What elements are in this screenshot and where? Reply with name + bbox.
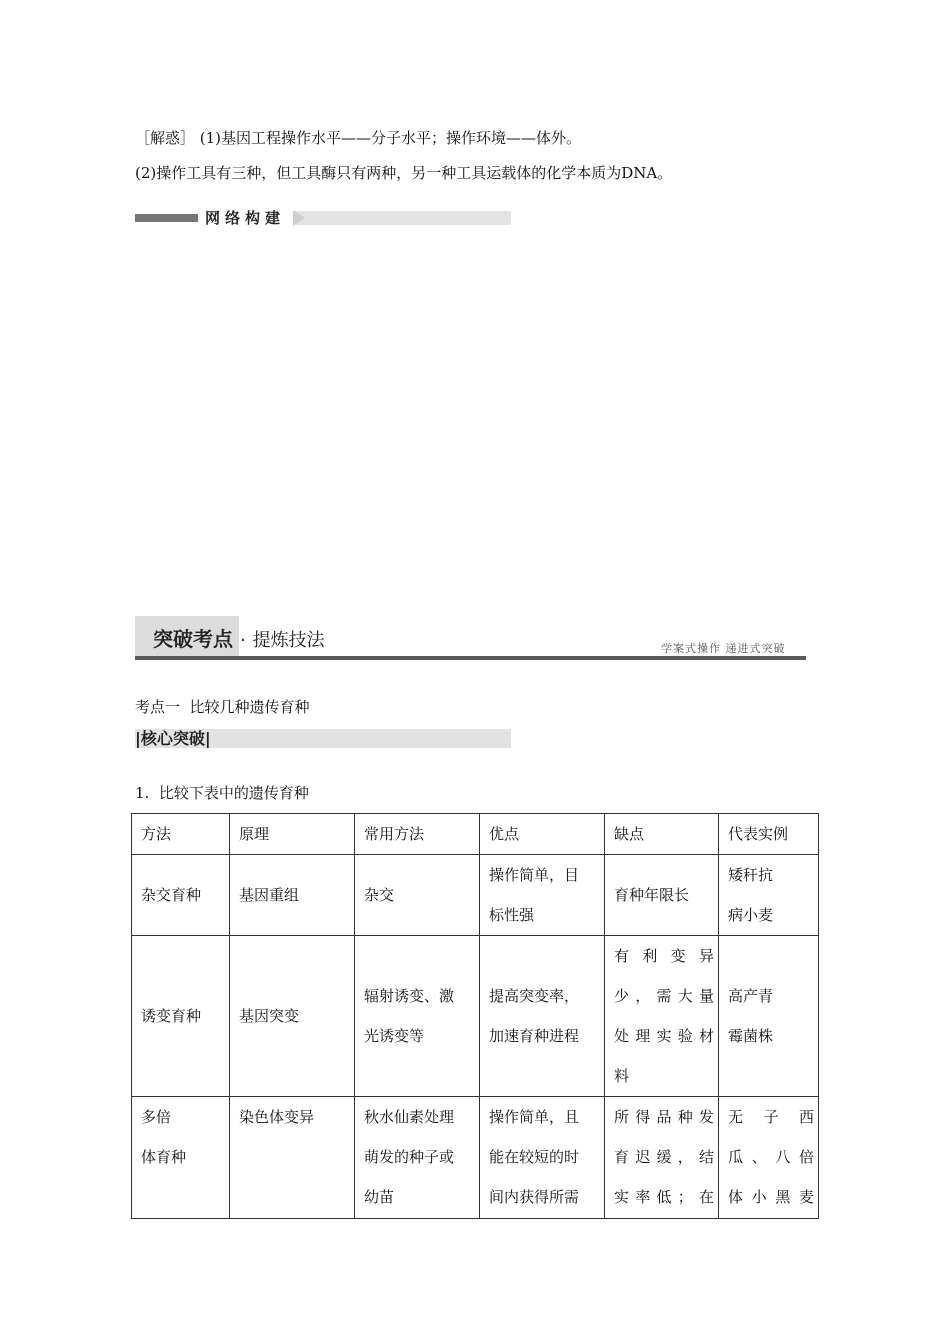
cell-line: 体小黑麦 <box>728 1188 814 1206</box>
cell-common-method: 杂交 <box>355 855 480 936</box>
cell-line: 间内获得所需 <box>489 1188 580 1206</box>
cell-line: 矮秆抗 <box>728 866 774 884</box>
table-row <box>132 1097 819 1219</box>
banner-light-bar <box>295 211 511 225</box>
header-principle: 原理 <box>230 814 355 855</box>
core-banner-title: |核心突破| <box>135 729 211 748</box>
cell-common-method <box>355 936 480 1097</box>
breeding-table <box>131 813 819 1219</box>
section-title-sub: 提炼技法 <box>252 630 325 651</box>
cell-principle: 基因重组 <box>230 855 355 936</box>
cell-line: 少，需大量 <box>614 987 714 1005</box>
header-common-method: 常用方法 <box>355 814 480 855</box>
cell-line: 操作简单，目 <box>489 866 580 884</box>
explain-line-1: ［解惑］ (1)基因工程操作水平——分子水平；操作环境——体外。 <box>135 129 582 147</box>
cell-line: 无 子 西 <box>728 1108 814 1126</box>
cell-line: 霉菌株 <box>728 1027 774 1045</box>
cell-common-method <box>355 1097 480 1219</box>
cell-line: 幼苗 <box>364 1188 395 1206</box>
section-banner-right-text: 学案式操作 递进式突破 <box>661 642 786 655</box>
cell-line: 高产青 <box>728 987 774 1005</box>
header-disadvantage: 缺点 <box>605 814 719 855</box>
cell-line: 能在较短的时 <box>489 1148 580 1166</box>
cell-advantage <box>480 855 605 936</box>
item-title: 1. 比较下表中的遗传育种 <box>135 784 309 802</box>
cell-line: 萌发的种子或 <box>364 1148 455 1166</box>
cell-line: 操作简单，且 <box>489 1108 580 1126</box>
section-title-main: 突破考点 <box>153 627 233 651</box>
topic-title: 考点一 比较几种遗传育种 <box>135 698 310 716</box>
cell-example <box>719 855 819 936</box>
cell-example <box>719 1097 819 1219</box>
cell-example <box>719 936 819 1097</box>
explain-line-2: (2)操作工具有三种，但工具酶只有两种，另一种工具运载体的化学本质为DNA。 <box>135 164 673 182</box>
cell-line: 病小麦 <box>728 906 774 924</box>
cell-method: 杂交育种 <box>132 855 230 936</box>
header-example: 代表实例 <box>719 814 819 855</box>
cell-advantage <box>480 936 605 1097</box>
cell-disadvantage <box>605 936 719 1097</box>
table-header-row <box>132 814 819 855</box>
cell-line: 辐射诱变、激 <box>364 987 455 1005</box>
network-banner <box>135 209 511 227</box>
table-row <box>132 855 819 936</box>
cell-line: 处理实验材 <box>614 1027 714 1045</box>
cell-method: 诱变育种 <box>132 936 230 1097</box>
cell-line: 有利变异 <box>614 947 714 965</box>
cell-line: 加速育种进程 <box>489 1027 580 1045</box>
cell-line: 标性强 <box>489 906 535 924</box>
cell-line: 料 <box>614 1067 630 1085</box>
cell-method <box>132 1097 230 1219</box>
banner-arrow-icon <box>293 210 305 226</box>
cell-line: 提高突变率， <box>489 987 580 1005</box>
cell-line: 所得品种发 <box>614 1108 714 1126</box>
cell-line: 育迟缓，结 <box>614 1148 714 1166</box>
cell-line: 体育种 <box>141 1148 187 1166</box>
section-banner-title <box>153 625 325 655</box>
cell-principle: 染色体变异 <box>230 1097 355 1219</box>
cell-line: 光诱变等 <box>364 1027 425 1045</box>
cell-disadvantage: 育种年限长 <box>605 855 719 936</box>
header-advantage: 优点 <box>480 814 605 855</box>
cell-advantage <box>480 1097 605 1219</box>
header-method: 方法 <box>132 814 230 855</box>
cell-disadvantage <box>605 1097 719 1219</box>
network-banner-title: 网络构建 <box>205 209 286 227</box>
section-banner-rule <box>135 656 806 660</box>
section-title-dot: · <box>239 630 246 651</box>
cell-line: 瓜、八倍 <box>728 1148 814 1166</box>
cell-line: 秋水仙素处理 <box>364 1108 455 1126</box>
table-row <box>132 936 819 1097</box>
banner-dark-bar <box>135 214 198 222</box>
cell-line: 多倍 <box>141 1108 172 1126</box>
cell-principle: 基因突变 <box>230 936 355 1097</box>
cell-line: 实率低；在 <box>614 1188 714 1206</box>
